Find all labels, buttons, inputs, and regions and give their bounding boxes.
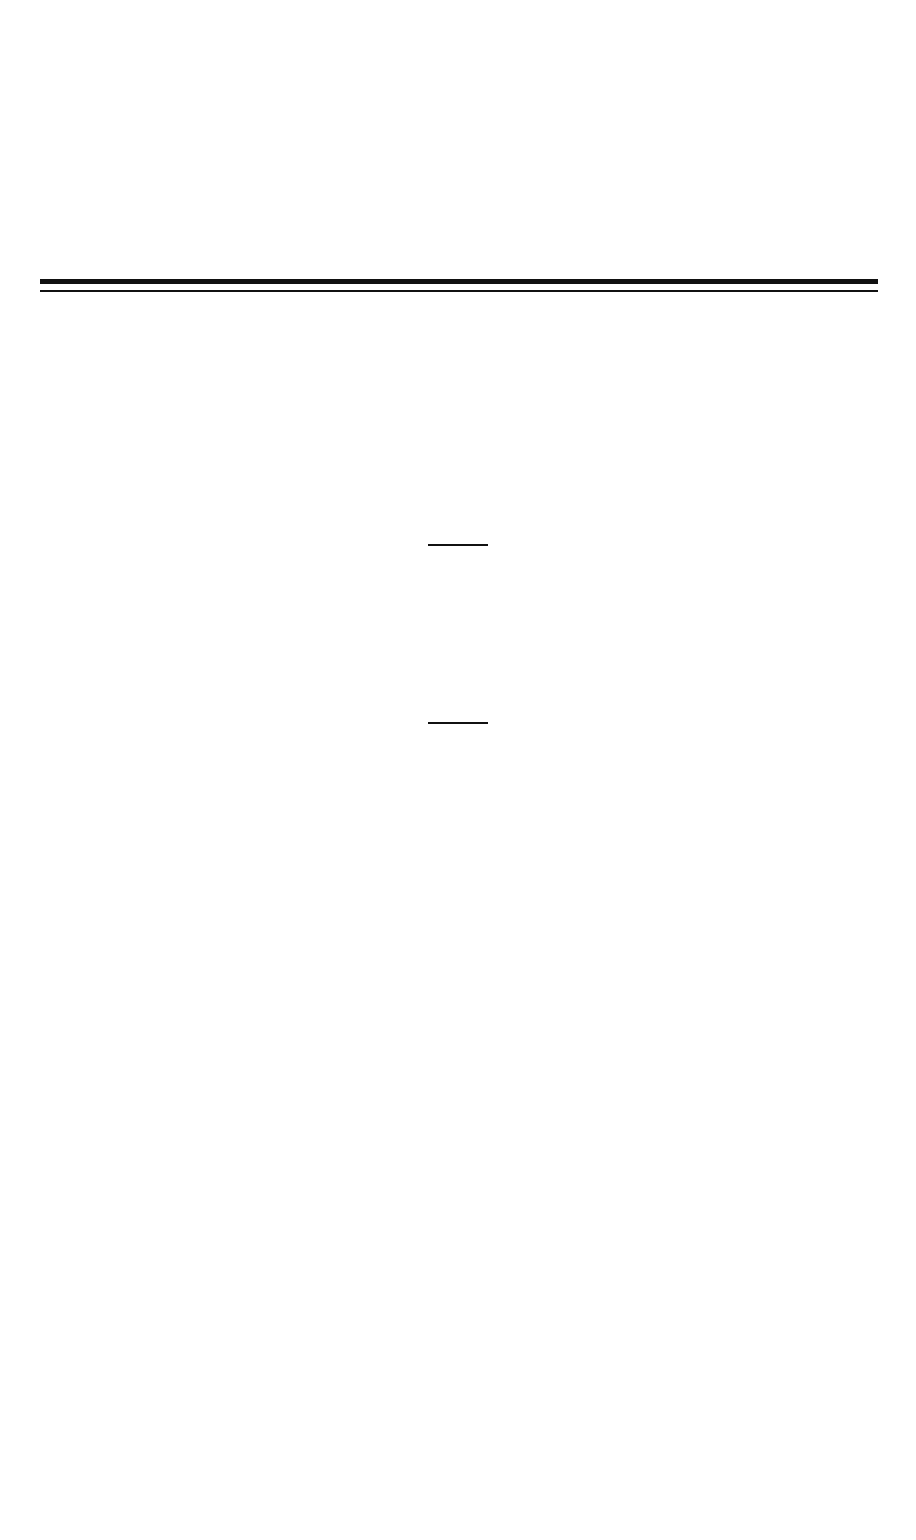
title-divider-1 (428, 544, 488, 546)
section-rule-thin (40, 290, 878, 292)
running-header (40, 34, 880, 60)
section-rule-thick (40, 279, 878, 284)
title-divider-2 (428, 722, 488, 724)
